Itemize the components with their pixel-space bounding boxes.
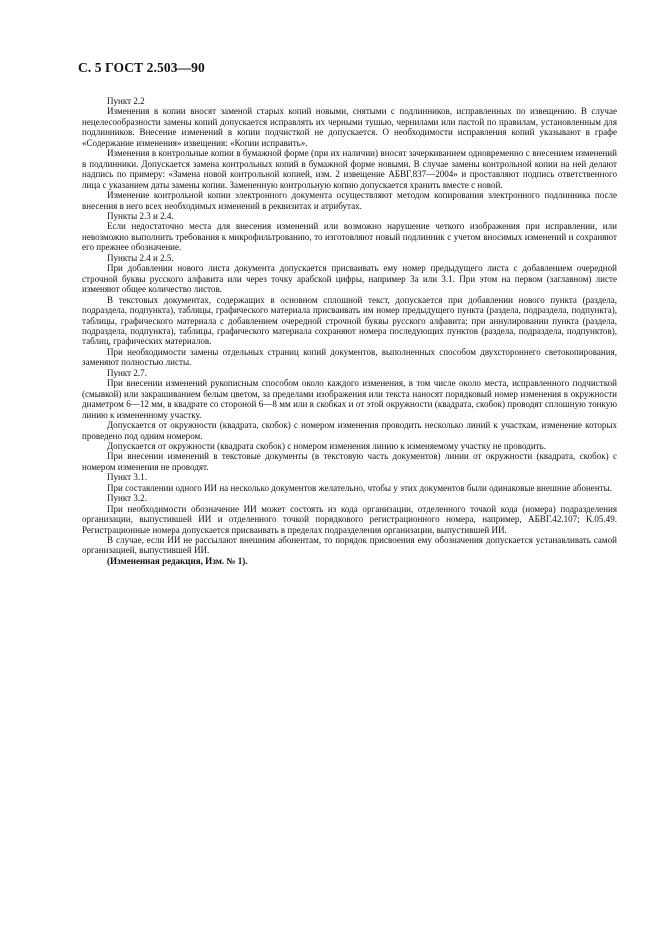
paragraph: В текстовых документах, содержащих в основном сплошной текст, допускается при добавлении нового пункта (раздела, подраздела, подпункта), таблицы, графического материала присваивать им номер предыдущего пункта (раздела, подраздела, подпункта), таблицы, графического материала с добавлением очередной строчной буквы русского алфавита; при аннулировании пункта (раздела, подраздела, подпункта), таблицы, графического материала сохраняют номера последующих пунктов (раздела, подраздела, подпунктов), таблиц, графических материалов. bbox=[82, 294, 617, 347]
section-label: Пункт 2.2 bbox=[107, 96, 145, 106]
paragraph: При внесении изменений в текстовые документы (в текстовую часть документов) линии от окружности (квадрата, скобок) с номером изменения не проводят. bbox=[82, 451, 617, 472]
section-label: Пункты 2.4 и 2.5. bbox=[107, 252, 174, 263]
revision-note: (Измененная редакция, Изм. № 1). bbox=[107, 555, 248, 566]
document-body bbox=[82, 96, 617, 566]
page-header: С. 5 ГОСТ 2.503—90 bbox=[78, 60, 205, 75]
paragraph: Изменения в копии вносят заменой старых копий новыми, снятыми с подлинников, исправленных по извещению. В случае нецелесообразности замены копий допускается исправлять их черными тушью, чернилами или пастой по правилам, установленным для подлинников. Внесение изменений в копии подчисткой не допускается. О необходимости исправления копий указывают в графе «Содержание изменения» извещения: «Копии исправить». bbox=[82, 106, 617, 148]
section-label: Пункт 3.2. bbox=[107, 493, 147, 504]
paragraph: При необходимости замены отдельных страниц копий документов, выполненных способом двухстороннего светокопирования, заменяют полностью листы. bbox=[82, 346, 617, 368]
section-label: Пункты 2.3 и 2.4. bbox=[107, 210, 174, 221]
paragraph: Если недостаточно места для внесения изменений или возможно нарушение четкого изображения при исправлении, или невозможно выполнить требования к микрофильтрованию, то изготовляют новый подлинник с учетом вносимых изменений и сохраняют его прежнее обозначение. bbox=[82, 221, 617, 253]
paragraph: При внесении изменений рукописным способом около каждого изменения, в том числе около места, исправленного подчисткой (смывкой) или закрашиванием белым цветом, за пределами изображения или текста наносят порядковый номер изменения в окружности диаметром 6—12 мм, в квадрате со стороной 6—8 мм или в скобках и от этой окружности (квадрата, скобок) проводят сплошную тонкую линию к измененному участку. bbox=[82, 378, 617, 420]
paragraph: При составлении одного ИИ на несколько документов желательно, чтобы у этих документов были одинаковые внешние абоненты. bbox=[107, 482, 612, 493]
section-label: Пункт 3.1. bbox=[107, 472, 147, 483]
paragraph: Допускается от окружности (квадрата скобок) с номером изменения линию к изменяемому участку не проводить. bbox=[107, 440, 547, 451]
paragraph: При добавлении нового листа документа допускается присваивать ему номер предыдущего листа с добавлением очередной строчной буквы русского алфавита или через точку арабской цифры, например 3а или 3.1. При этом на первом (заглавном) листе изменяют общее количество листов. bbox=[82, 263, 617, 295]
paragraph: Допускается от окружности (квадрата, скобок) с номером изменения проводить несколько линий к участкам, изменение которых проведено под одним номером. bbox=[82, 420, 617, 441]
paragraph: Изменения в контрольные копии в бумажной форме (при их наличии) вносят зачеркиванием одновременно с внесением изменений в подлинники. Допускается замена контрольных копий в бумажной форме новыми. В случае замены контрольной копии на ней делают надпись по примеру: «Замена новой контрольной копией, изм. 2 извещение АБВГ.837—2004» и проставляют подпись ответственного лица с указанием даты замены копии. Замененную контрольную копию допускается хранить вместе с новой. bbox=[82, 148, 617, 190]
paragraph: Изменение контрольной копии электронного документа осуществляют методом копирования электронного подлинника после внесения в него всех необходимых изменений в реквизитах и атрибутах. bbox=[82, 190, 617, 211]
section-label: Пункт 2.7. bbox=[107, 367, 147, 378]
paragraph: При необходимости обозначение ИИ может состоять из кода организации, отделенного точкой кода (номера) подразделения организации, выпустившей ИИ и отделенного точкой порядкового регистрационного номера, например, АБВГ.42.107; К.05.49. Регистрационные номера допускается присваивать в пределах подразделения организации, выпустившей ИИ. bbox=[82, 503, 617, 535]
paragraph: В случае, если ИИ не рассылают внешним абонентам, то порядок присвоения ему обозначения допускается устанавливать самой организацией, выпустившей ИИ. bbox=[82, 535, 617, 556]
